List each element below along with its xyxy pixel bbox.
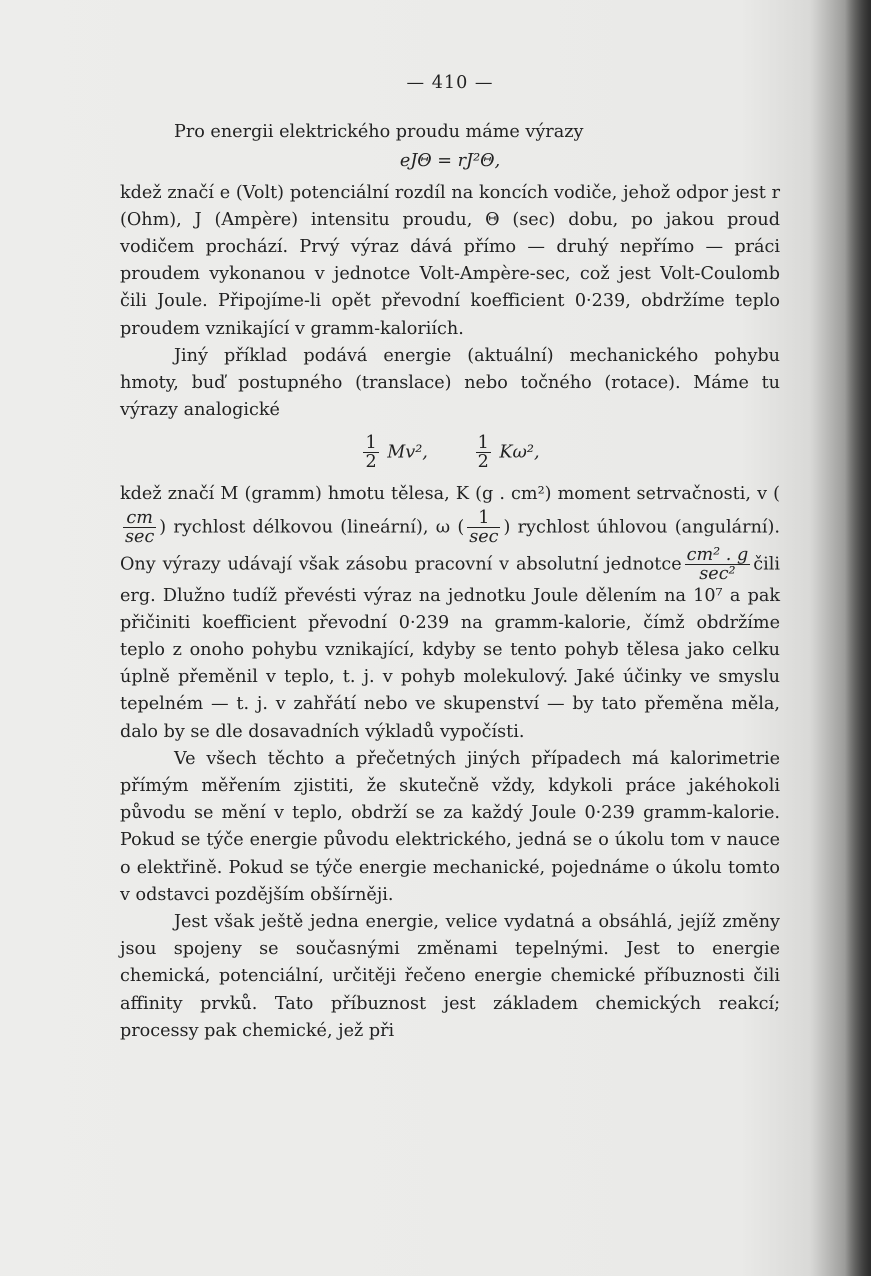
fraction-erg-unit: $\frac{\text{cm² . g}}{\text{sec²}}$ [686, 544, 749, 584]
page-number: — 410 — [406, 73, 494, 93]
fraction-one-half-b: $\frac{1}{2}$ [477, 433, 489, 473]
term-mv2: Mv², [387, 442, 428, 463]
fraction-one-sec: $\frac{1}{\sec}$ [469, 507, 499, 547]
fraction-one-half-a: $\frac{1}{2}$ [365, 433, 377, 473]
paragraph-6: Jest však ještě jedna energie, velice vydatná a obsáhlá, jejíž změny jsou spojeny se současnými změnami tepelnými. Jest to energie chemická, potenciální, určitěji řečeno energie chemické příbuznosti čili affinity prvků. Tato příbuznost jest základem chemických reakcí; processy pak chemické, jež při [120, 912, 780, 1041]
fraction-cm-sec: $\frac{cm}{\sec}$ [125, 507, 155, 547]
paragraph-4: kdež značí M (gramm) hmotu tělesa, K (g . cm²) moment setrvačnosti, v ( $\frac{cm}{\sec}$ ) rychlost délkovou (lineární), ω ( $\frac{1}{\sec}$ ) rychlost úhlovou (angulární). Ony výrazy udávají však zásobu pracovní v absolutní jednotce $\frac{\text{cm² . g}}{\text{sec²}}$ čili erg. Dlužno tudíž převésti výraz na jednotku Joule dělením na 10⁷ a pak přičiniti koefficient převodní 0·239 na gramm-kalorie, čímž obdržíme teplo z onoho pohybu vznikající, kdyby se tento pohyb tělesa jako celku úplně přeměnil v teplo, t. j. v pohyb molekulový. Jaké účinky ve smyslu tepelném — t. j. v zahřátí nebo ve skupenství — by tato přeměna měla, dalo by se dle dosavadních výkladů vypočísti. [120, 484, 780, 742]
paragraph-3: Jiný příklad podává energie (aktuální) mechanického pohybu hmoty, buď postupného (translace) nebo točného (rotace). Máme tu výrazy analogické [120, 345, 780, 421]
formula-electric-energy: eJΘ = rJ²Θ, [399, 151, 501, 172]
term-komega2: Kω², [499, 442, 540, 463]
paragraph-1: Pro energii elektrického proudu máme výrazy [174, 122, 584, 143]
page-content [120, 70, 780, 1045]
paragraph-2: kdež značí e (Volt) potenciální rozdíl na koncích vodiče, jehož odpor jest r (Ohm), J (Ampère) intensitu proudu, Θ (sec) dobu, po jakou proud vodičem prochází. Prvý výraz dává přímo — druhý nepřímo — práci proudem vykonanou v jednotce Volt-Ampère-sec, což jest Volt-Coulomb čili Joule. Připojíme-li opět převodní koefficient 0·239, obdržíme teplo proudem vznikající v gramm-kaloriích. [120, 182, 780, 339]
paragraph-5: Ve všech těchto a přečetných jiných případech má kalorimetrie přímým měřením zjistiti, že skutečně vždy, kdykoli práce jakéhokoli původu se mění v teplo, obdrží se za každý Joule 0·239 gramm-kalorie. Pokud se týče energie původu elektrického, jedná se o úkolu tom v nauce o elektřině. Pokud se týče energie mechanické, pojednáme o úkolu tomto v odstavci pozdějším obšírněji. [120, 748, 780, 905]
book-spine-shadow [845, 0, 871, 1276]
formula-kinetic-energy [120, 434, 780, 471]
